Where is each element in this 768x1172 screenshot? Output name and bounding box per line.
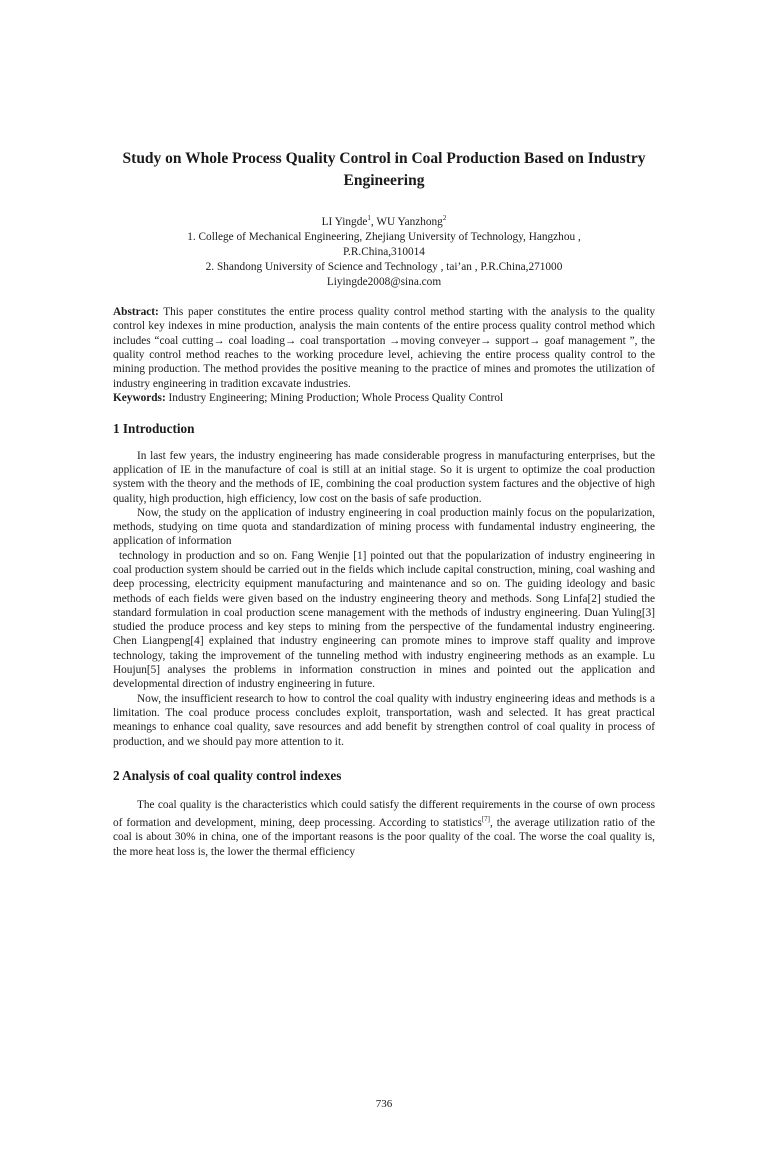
author-separator: , [370,215,377,228]
abstract-label: Abstract: [113,305,159,318]
paragraph: Now, the insufficient research to how to control the coal quality with industry engineering ideas and methods is a limitation. The coal produce process concludes exploit, transportation, wash and selected. It has great practical meanings to enhance coal quality, save resources and add benefit by strengthen control of coal quality in process of production, and we should pay more attention to it. [113,692,655,748]
paragraph: Now, the study on the application of industry engineering in coal production mainly focus on the popularization, methods, studying on time quota and standardization of mining process with fundamental industry engineering, the application of information [113,506,655,548]
keywords-label: Keywords: [113,392,166,405]
page-number: 736 [375,1098,393,1110]
paragraph-text: The coal quality is the characteristics which could satisfy the different requirements in the course of own process of formation and development, mining, deep processing. According to statistics [113,798,655,829]
abstract [113,305,655,391]
section-body-introduction [113,449,655,749]
paragraph: In last few years, the industry engineering has made considerable progress in manufacturing enterprises, but the application of IE in the manufacture of coal is still at an initial stage. So it is urgent to optimize the coal production system with the theory and the methods of IE, combining the coal production system factures and the objective of high quality, high production, high efficiency, low cost on the basis of safe production. [113,449,655,505]
paper-page [0,148,768,1172]
author-email: Liyingde2008@sina.com [326,275,442,288]
paragraph [113,798,655,859]
author-name: WU Yanzhong [376,215,443,228]
author-name: LI Yingde [321,215,368,228]
author-block [113,211,655,290]
section-heading-analysis: 2 Analysis of coal quality control indexes [113,767,342,783]
author-line [113,211,655,230]
citation-marker: [7] [481,815,490,824]
affiliation-marker: 1 [367,214,371,222]
affiliation-marker: 2 [442,214,447,222]
paragraph-text: , the average utilization ratio of the coal is about 30% in china, one of the important reasons is the poor quality of the coal. The worse the coal quality is, the more heat loss is, the lower the thermal efficiency [113,816,656,858]
abstract-text: This paper constitutes the entire process quality control method starting with the analysis to the quality control key indexes in mine production, analysis the main contents of the entire process quality control method which includes “coal cutting→ coal loading→ coal transportation →moving conveyer→ support→ goaf management ”, the quality control method reaches to the working procedure level, achieving the entire process quality control to the mining production. The method provides the positive meaning to the practice of mines and promotes the utilization of industry engineering in tradition excavate industries. [113,305,655,390]
keywords [113,391,655,405]
paragraph-continuation: technology in production and so on. Fang Wenjie [1] pointed out that the popularization of industry engineering in coal production system should be carried out in the fields which include capital construction, mining, coal washing and deep processing, electricity equipment manufacturing and maintenance and so on. The guiding ideology and basic methods of each fields were given based on the industry engineering theory and methods. Song Linfa[2] studied the standard formulation in coal production scene management with the methods of industry engineering. Duan Yuling[3] studied the produce process and key steps to mining from the perspective of the fundamental industry engineering. Chen Liangpeng[4] explained that industry engineering can promote mines to improve staff quality and improve technology, taking the improvement of the tunneling method with industry engineering methods as an example. Lu Houjun[5] analyses the problems in information construction in mines and pointed out the application and developmental direction of industry engineering in future. [113,549,655,691]
affiliation-2: 2. Shandong University of Science and Technology , tai’an , P.R.China,271000 [205,260,563,273]
paper-title: Study on Whole Process Quality Control in Coal Production Based on Industry Engineering [122,150,646,189]
section-heading-introduction: 1 Introduction [113,420,195,436]
affiliation-1-cont: P.R.China,310014 [343,245,425,258]
affiliation-1: 1. College of Mechanical Engineering, Zhejiang University of Technology, Hangzhou , [187,230,581,243]
section-body-analysis [113,798,655,859]
keywords-text: Industry Engineering; Mining Production; Whole Process Quality Control [165,392,504,405]
